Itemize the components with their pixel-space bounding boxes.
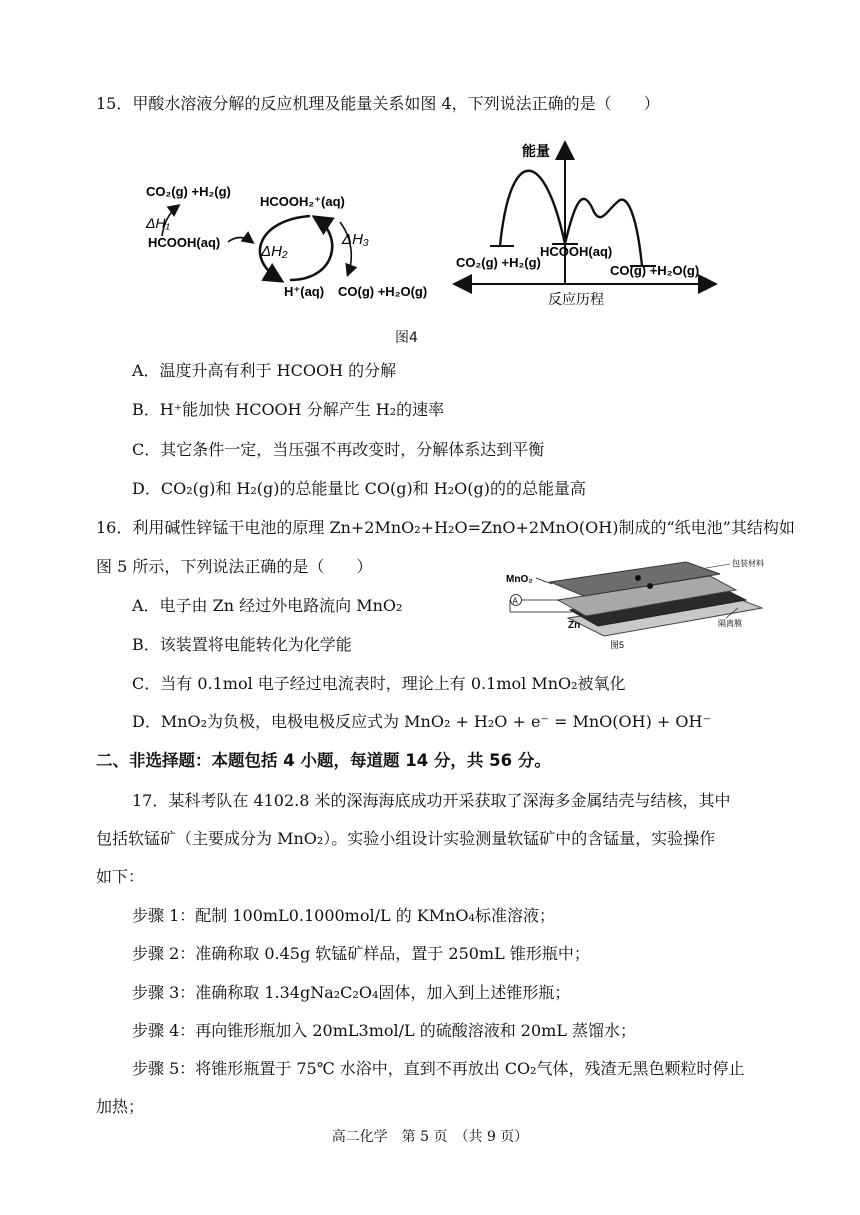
- page-footer: 高二化学 第 5 页 （共 9 页）: [331, 1129, 529, 1145]
- mech-hcooh2: HCOOH₂⁺(aq): [260, 194, 345, 209]
- mech-dh1: ΔH₁: [146, 215, 170, 231]
- q15-option-b: B．H⁺能加快 HCOOH 分解产生 H₂的速率: [132, 400, 445, 419]
- q16-option-d: D．MnO₂为负极，电极电极反应式为 MnO₂ + H₂O + e⁻ = MnO(OH) + OH⁻: [132, 712, 711, 731]
- label-zn: Zn: [568, 620, 581, 631]
- q17-line-3: 如下：: [96, 867, 145, 886]
- q16-option-a: A．电子由 Zn 经过外电路流向 MnO₂: [132, 596, 403, 615]
- mech-dh2: ΔH₂: [261, 243, 288, 260]
- energy-left-state: CO₂(g) +H₂(g): [456, 255, 541, 270]
- energy-profile: [452, 136, 724, 310]
- mech-dh3: ΔH₃: [342, 231, 369, 248]
- q17-step-5: 步骤 5：将锥形瓶置于 75℃ 水浴中，直到不再放出 CO₂气体，残渣无黑色颗粒时停止: [132, 1059, 745, 1078]
- figure4-caption: 图4: [395, 330, 418, 346]
- q17-step-3: 步骤 3：准确称取 1.34gNa₂C₂O₄固体，加入到上述锥形瓶；: [132, 983, 571, 1002]
- ammeter-label: A: [512, 596, 518, 606]
- label-mno2: MnO₂: [506, 574, 533, 585]
- q15-option-a: A．温度升高有利于 HCOOH 的分解: [132, 361, 397, 380]
- figure5-caption: 图5: [610, 640, 625, 650]
- mechanism-diagram: [140, 176, 440, 306]
- q17-step-1: 步骤 1：配制 100mL0.1000mol/L 的 KMnO₄标准溶液；: [132, 906, 555, 925]
- mech-co2-h2: CO₂(g) +H₂(g): [146, 184, 231, 199]
- energy-mid-state: HCOOH(aq): [540, 244, 613, 259]
- section-heading: 二、非选择题：本题包括 4 小题，每道题 14 分，共 56 分。: [96, 751, 551, 770]
- q15-option-d: D．CO₂(g)和 H₂(g)的总能量比 CO(g)和 H₂O(g)的的总能量高: [132, 479, 586, 498]
- q15-stem: 15．甲酸水溶液分解的反应机理及能量关系如图 4，下列说法正确的是（ ）: [96, 94, 660, 113]
- hcooh-entry-arrow: [228, 238, 252, 243]
- q16-option-b: B．该装置将电能转化为化学能: [132, 635, 352, 654]
- energy-y-label: 能量: [522, 143, 550, 159]
- dh3-arrow: [340, 222, 351, 274]
- mech-hcooh: HCOOH(aq): [148, 235, 221, 250]
- q17-line-2: 包括软锰矿（主要成分为 MnO₂）。实验小组设计实验测量软锰矿中的含锰量，实验操作: [96, 829, 716, 848]
- contact-dot-1: [635, 575, 641, 581]
- mech-co-h2o: CO(g) +H₂O(g): [338, 284, 428, 299]
- q17-step-5-cont: 加热；: [96, 1097, 145, 1116]
- q16-option-c: C．当有 0.1mol 电子经过电流表时，理论上有 0.1mol MnO₂被氧化: [132, 674, 626, 693]
- q15-option-c: C．其它条件一定，当压强不再改变时，分解体系达到平衡: [132, 440, 545, 459]
- q17-line-1: 17．某科考队在 4102.8 米的深海海底成功开采获取了深海多金属结壳与结核，其中: [132, 791, 731, 810]
- paper-battery-diagram: [500, 556, 790, 656]
- energy-x-label: 反应历程: [548, 291, 604, 307]
- energy-right-state: CO(g) +H₂O(g): [610, 263, 700, 278]
- label-pack: 包装材料: [732, 559, 764, 568]
- q16-stem-line1: 16．利用碱性锌锰干电池的原理 Zn+2MnO₂+H₂O=ZnO+2MnO(OH)制成的“纸电池”其结构如: [96, 518, 795, 537]
- contact-dot-2: [647, 583, 653, 589]
- q16-stem-line2: 图 5 所示，下列说法正确的是（ ）: [96, 557, 373, 576]
- q17-step-4: 步骤 4：再向锥形瓶加入 20mL3mol/L 的硫酸溶液和 20mL 蒸馏水；: [132, 1021, 637, 1040]
- q17-step-2: 步骤 2：准确称取 0.45g 软锰矿样品，置于 250mL 锥形瓶中；: [132, 944, 590, 963]
- energy-curve-left: [500, 171, 565, 246]
- cycle-arc-right: [290, 218, 332, 280]
- mech-hplus: H⁺(aq): [284, 284, 325, 299]
- label-membrane: 隔离膜: [718, 619, 742, 628]
